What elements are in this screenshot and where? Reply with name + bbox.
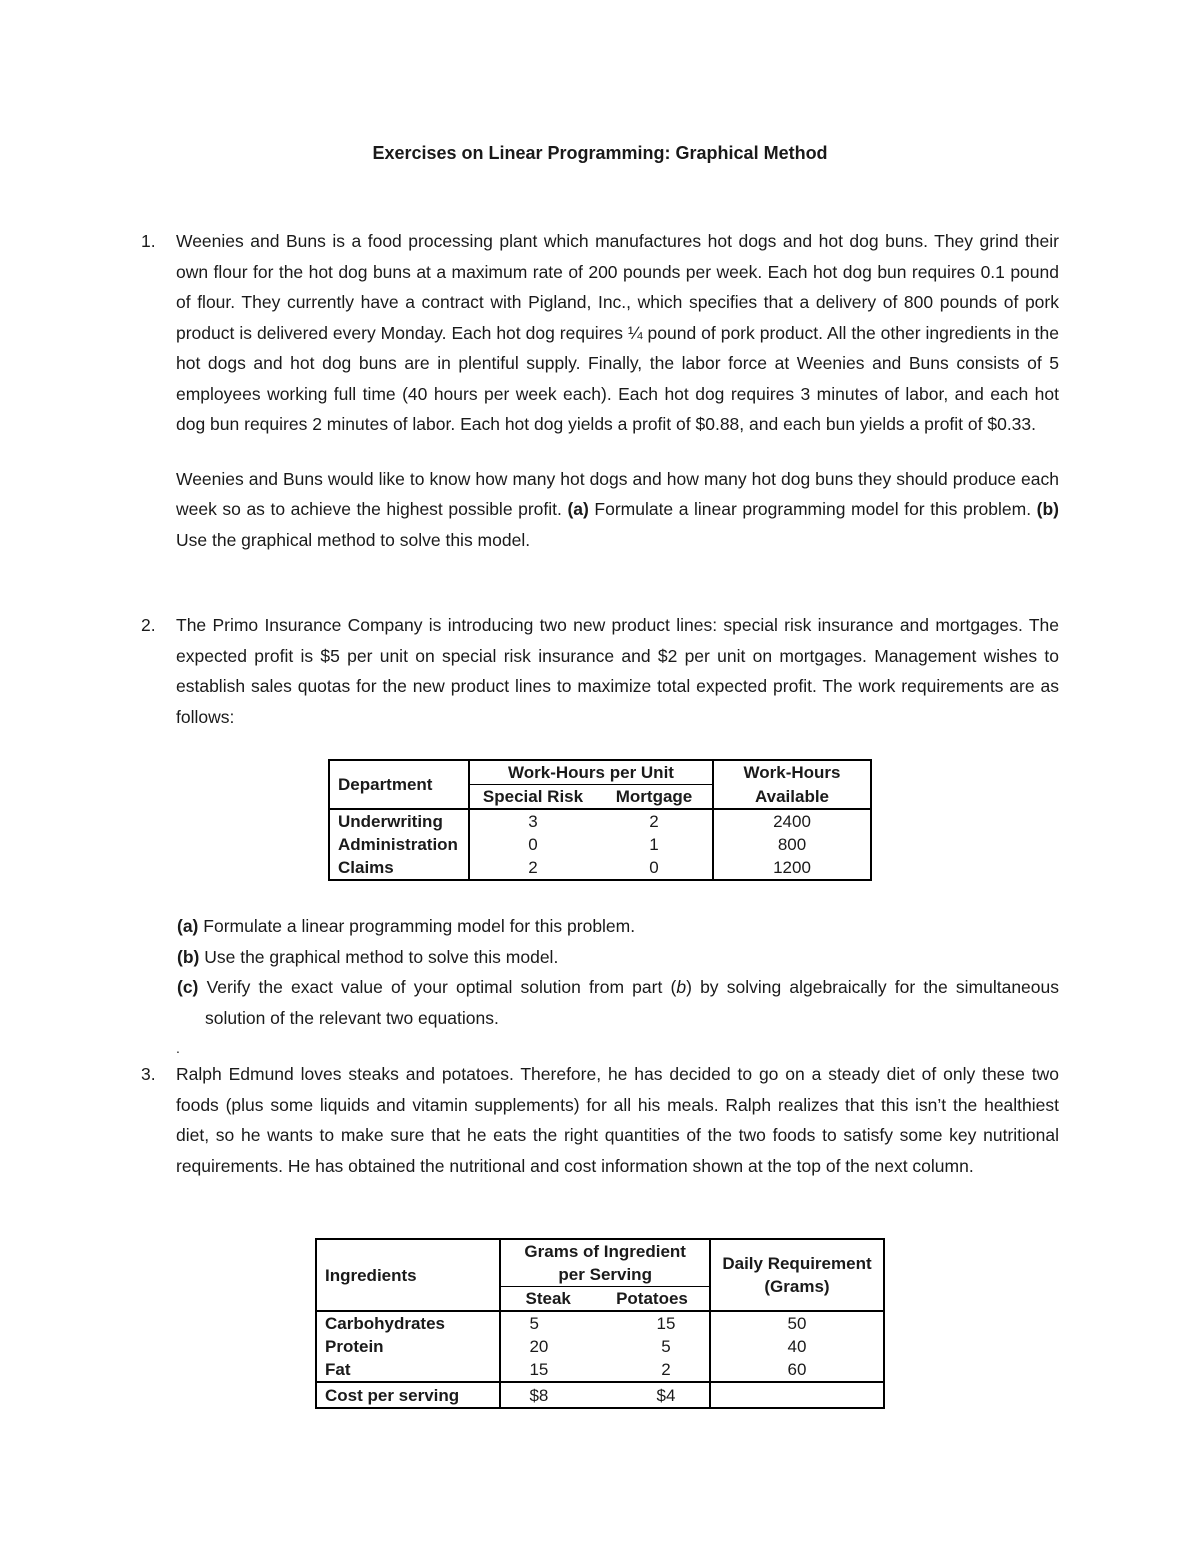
header-potatoes: Potatoes: [595, 1287, 710, 1312]
page-title: Exercises on Linear Programming: Graphical Method: [372, 143, 828, 163]
part-c: (c) Verify the exact value of your optimal solution from part (b) by solving algebraically for the simultaneous solution of the relevant two equations.: [177, 977, 1059, 1028]
problem-3: [141, 1059, 1059, 1181]
part-label: (a): [567, 499, 589, 519]
nutrition-table: [315, 1238, 885, 1409]
table-row: Administration 0 1 800: [329, 833, 871, 856]
header-available-2: Available: [713, 785, 871, 810]
problem-number: 2.: [141, 615, 156, 635]
part-a: (a) Formulate a linear programming model for this problem.: [177, 916, 636, 936]
problem-1-paragraph-2: Weenies and Buns would like to know how many hot dogs and how many hot dog buns they should produce each week so as to achieve the highest possible profit. (a) Formulate a linear programming model for this problem. (b) Use the graphical method to solve this model.: [176, 468, 1059, 550]
work-hours-table: [328, 759, 872, 881]
problem-1-paragraph-1: Weenies and Buns is a food processing plant which manufactures hot dogs and hot dog buns. They grind their own flour for the hot dog buns at a maximum rate of 200 pounds per week. Each hot dog bun requires 0.1 pound of flour. They currently have a contract with Pigland, Inc., which specifies that a delivery of 800 pounds of pork product is delivered every Monday. Each hot dog requires ¼ pound of pork product. All the other ingredients in the hot dogs and hot dog buns are in plentiful supply. Finally, the labor force at Weenies and Buns consists of 5 employees working full time (40 hours per week each). Each hot dog requires 3 minutes of labor, and each hot dog bun requires 2 minutes of labor. Each hot dog yields a profit of $0.88, and each bun yields a profit of $0.33.: [176, 231, 1059, 434]
header-work-hours-per-unit: Work-Hours per Unit: [469, 760, 713, 785]
header-department: Department: [329, 760, 469, 809]
part-b: (b) Use the graphical method to solve this model.: [177, 946, 559, 967]
table-row-cost: Cost per serving $8 $4: [316, 1382, 884, 1408]
table-row: Claims 2 0 1200: [329, 856, 871, 880]
problem-2-parts: [141, 911, 1059, 1063]
header-grams-1: Grams of Ingredient: [500, 1239, 710, 1263]
problem-3-paragraph: Ralph Edmund loves steaks and potatoes. Therefore, he has decided to go on a steady diet of only these two foods (plus some liquids and vitamin supplements) for all his meals. Ralph realizes that this isn’t the healthiest diet, so he wants to make sure that he eats the right quantities of the two foods to satisfy some key nutritional requirements. He has obtained the nutritional and cost information shown at the top of the next column.: [176, 1064, 1059, 1176]
header-available-1: Work-Hours: [743, 763, 841, 783]
header-ingredients: Ingredients: [316, 1239, 500, 1311]
table-row: Protein 20 5 40: [316, 1335, 884, 1358]
part-label: (b): [1036, 499, 1059, 519]
table-row: Underwriting 3 2 2400: [329, 809, 871, 833]
problem-2: [141, 610, 1059, 732]
problem-2-paragraph: The Primo Insurance Company is introducing two new product lines: special risk insurance and mortgages. The expected profit is $5 per unit on special risk insurance and $2 per unit on mortgages. Management wishes to establish sales quotas for the new product lines to maximize total expected profit. The work requirements are as follows:: [176, 615, 1059, 727]
stray-dot: .: [176, 1040, 180, 1056]
problem-1: [141, 226, 1059, 555]
problem-number: 3.: [141, 1064, 156, 1084]
header-grams-2: per Serving: [500, 1263, 710, 1287]
header-steak: Steak: [500, 1287, 595, 1312]
table-row: Carbohydrates 5 15 50: [316, 1311, 884, 1335]
table-row: Fat 15 2 60: [316, 1358, 884, 1382]
empty-cell: [710, 1382, 884, 1408]
header-mortgage: Mortgage: [596, 785, 713, 810]
header-daily: Daily Requirement (Grams): [710, 1239, 884, 1311]
problem-number: 1.: [141, 231, 156, 251]
header-special-risk: Special Risk: [469, 785, 596, 810]
